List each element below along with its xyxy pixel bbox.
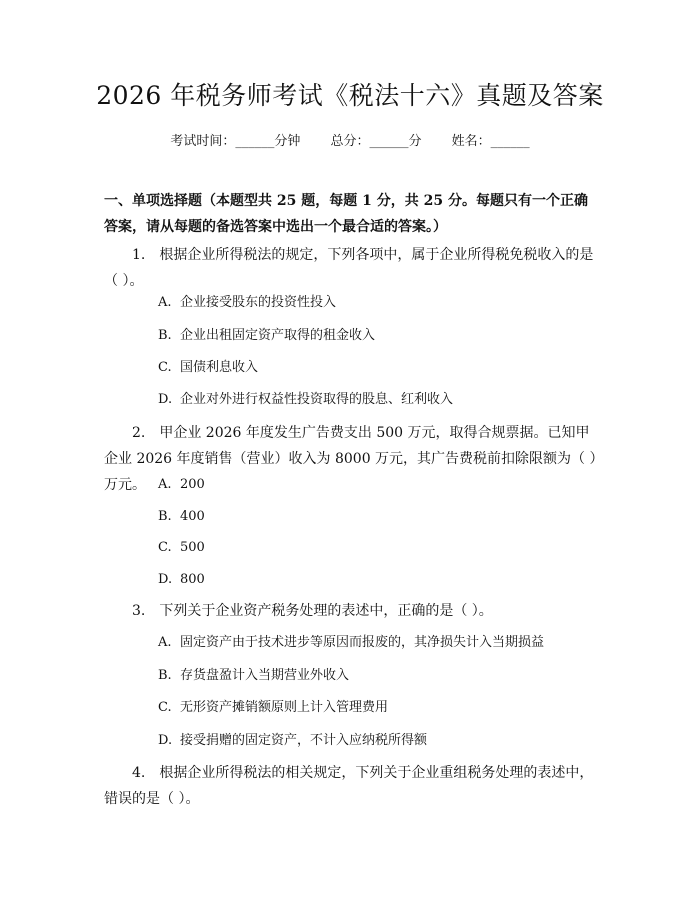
page-title: 2026 年税务师考试《税法十六》真题及答案	[96, 81, 604, 110]
question-1-option-d	[158, 390, 598, 410]
question-2-option-c	[158, 538, 598, 558]
question-3-option-d	[158, 731, 598, 751]
option-text: 存货盘盈计入当期营业外收入	[180, 668, 350, 683]
option-letter: D.	[158, 733, 173, 748]
option-letter: D.	[158, 572, 173, 587]
option-letter: C.	[158, 360, 172, 375]
option-letter: B.	[158, 509, 172, 524]
question-2-option-a	[158, 475, 598, 495]
question-1: 1. 根据企业所得税法的规定，下列各项中，属于企业所得税免税收入的是（ ）。	[104, 247, 594, 289]
option-text: 固定资产由于技术进步等原因而报废的，其净损失计入当期损益	[180, 635, 545, 650]
question-4: 4. 根据企业所得税法的相关规定，下列关于企业重组税务处理的表述中，错误的是（ ）。	[104, 765, 594, 807]
option-letter: C.	[158, 700, 172, 715]
name-field: 姓名：______	[451, 134, 530, 149]
option-letter: D.	[158, 392, 173, 407]
section-heading: 一、单项选择题（本题型共 25 题，每题 1 分，共 25 分。每题只有一个正确答案，请从每题的备选答案中选出一个最合适的答案。）	[104, 193, 588, 235]
option-text: 无形资产摊销额原则上计入管理费用	[180, 700, 389, 715]
question-3-option-c	[158, 698, 598, 718]
option-letter: A.	[158, 635, 172, 650]
question-3-option-b	[158, 666, 598, 686]
exam-meta	[0, 132, 700, 152]
option-text: 企业接受股东的投资性投入	[180, 295, 337, 310]
question-2-option-b	[158, 507, 598, 527]
option-text: 企业出租固定资产取得的租金收入	[180, 328, 376, 343]
question-1-option-c	[158, 358, 598, 378]
question-2-option-d	[158, 570, 598, 590]
option-text: 400	[180, 509, 205, 524]
option-letter: B.	[158, 668, 172, 683]
question-1-option-a	[158, 293, 598, 313]
exam-time-field: 考试时间：______分钟	[170, 134, 301, 149]
option-text: 800	[180, 572, 205, 587]
option-text: 500	[180, 540, 205, 555]
option-text: 200	[180, 477, 205, 492]
question-1-option-b	[158, 326, 598, 346]
option-letter: B.	[158, 328, 172, 343]
option-text: 企业对外进行权益性投资取得的股息、红利收入	[180, 392, 454, 407]
total-score-field: 总分：______分	[330, 134, 422, 149]
option-letter: A.	[158, 477, 172, 492]
option-letter: C.	[158, 540, 172, 555]
option-letter: A.	[158, 295, 172, 310]
question-2: 2. 甲企业 2026 年度发生广告费支出 500 万元，取得合规票据。已知甲企业 2026 年度销售（营业）收入为 8000 万元，其广告费税前扣除限额为（ ）万元。	[104, 425, 597, 493]
question-3: 3. 下列关于企业资产税务处理的表述中，正确的是（ ）。	[132, 603, 493, 619]
question-3-option-a	[158, 633, 598, 653]
option-text: 接受捐赠的固定资产，不计入应纳税所得额	[180, 733, 428, 748]
option-text: 国债利息收入	[180, 360, 259, 375]
